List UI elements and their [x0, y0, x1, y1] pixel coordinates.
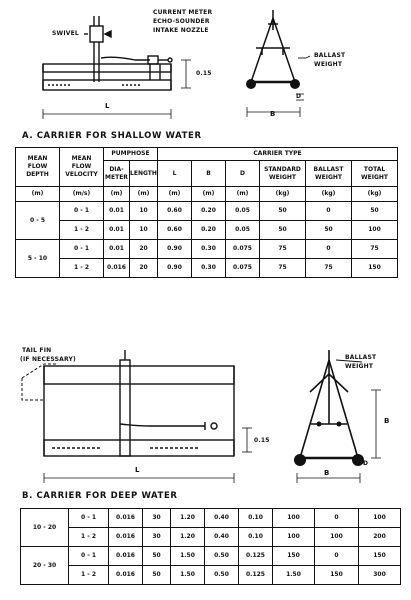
unit-cell: (kg) [306, 187, 352, 202]
depth-cell: 0 - 5 [16, 202, 60, 240]
header-carrier-type: CARRIER TYPE [158, 148, 398, 161]
unit-cell: (m/s) [60, 187, 104, 202]
header-pumphose: PUMPHOSE [104, 148, 158, 161]
label-length: L [135, 466, 140, 474]
unit-cell: (m) [158, 187, 192, 202]
table-cell: 50 [143, 566, 171, 585]
unit-cell: (m) [226, 187, 260, 202]
table-cell: 0.40 [205, 528, 239, 547]
table-row [21, 528, 401, 547]
header-mean-flow-velocity: MEAN FLOW VELOCITY [60, 148, 104, 187]
table-cell: 0.90 [158, 240, 192, 259]
depth-cell: 5 - 10 [16, 240, 60, 278]
table-cell: 150 [315, 566, 359, 585]
table-cell: 100 [352, 221, 398, 240]
header-diameter: DIA- METER [104, 161, 130, 187]
depth-cell: 20 - 30 [21, 547, 69, 585]
table-cell: 0.075 [226, 240, 260, 259]
table-cell: 75 [260, 259, 306, 278]
header-B: B [192, 161, 226, 187]
unit-cell: (m) [192, 187, 226, 202]
shallow-water-table [15, 147, 398, 278]
table-cell: 50 [260, 202, 306, 221]
label-echo-sounder: ECHO-SOUNDER [153, 18, 210, 25]
table-cell: 0.30 [192, 240, 226, 259]
label-weight: WEIGHT [314, 61, 343, 68]
label-depth: D [363, 460, 369, 467]
table-row [16, 202, 398, 221]
label-swivel: SWIVEL [52, 30, 79, 37]
table-cell: 150 [352, 259, 398, 278]
table-row [21, 547, 401, 566]
depth-cell: 10 - 20 [21, 509, 69, 547]
label-ballast: BALLAST [345, 354, 377, 361]
table-cell: 0.01 [104, 240, 130, 259]
table-cell: 0.016 [109, 547, 143, 566]
table-cell: 150 [273, 547, 315, 566]
table-cell: 1.50 [273, 566, 315, 585]
table-cell: 0.01 [104, 202, 130, 221]
table-cell: 10 [130, 221, 158, 240]
unit-cell: (kg) [352, 187, 398, 202]
table-cell: 0.05 [226, 202, 260, 221]
table-cell: 0 - 1 [69, 509, 109, 528]
label-ballast: BALLAST [314, 52, 346, 59]
label-width: B [270, 110, 276, 118]
table-cell: 1.20 [171, 528, 205, 547]
table-cell: 300 [359, 566, 401, 585]
table-cell: 0.10 [239, 509, 273, 528]
table-cell: 150 [359, 547, 401, 566]
table-cell: 0.10 [239, 528, 273, 547]
header-standard-weight: STANDARD WEIGHT [260, 161, 306, 187]
unit-cell: (m) [104, 187, 130, 202]
header-L: L [158, 161, 192, 187]
table-row [16, 240, 398, 259]
deep-water-table [20, 508, 401, 585]
table-cell: 0 [315, 547, 359, 566]
table-cell: 0.016 [104, 259, 130, 278]
table-cell: 0.30 [192, 259, 226, 278]
table-cell: 30 [143, 528, 171, 547]
table-cell: 1 - 2 [60, 221, 104, 240]
table-cell: 20 [130, 240, 158, 259]
table-cell: 1 - 2 [60, 259, 104, 278]
table-row [16, 221, 398, 240]
table-cell: 1 - 2 [69, 566, 109, 585]
table-cell: 0.90 [158, 259, 192, 278]
table-cell: 0.60 [158, 221, 192, 240]
label-width: B [324, 469, 330, 477]
label-intake-nozzle: INTAKE NOZZLE [153, 27, 209, 34]
table-cell: 1.50 [171, 547, 205, 566]
table-cell: 50 [143, 547, 171, 566]
table-cell: 0.50 [205, 566, 239, 585]
table-cell: 0.20 [192, 202, 226, 221]
label-tail-fin: TAIL FIN [22, 347, 52, 354]
table-cell: 30 [143, 509, 171, 528]
table-cell: 1.50 [171, 566, 205, 585]
table-cell: 0.016 [109, 528, 143, 547]
label-height: 0.15 [196, 70, 212, 77]
table-cell: 50 [352, 202, 398, 221]
table-cell: 75 [352, 240, 398, 259]
table-cell: 0.60 [158, 202, 192, 221]
section-title-deep: B. CARRIER FOR DEEP WATER [22, 491, 178, 501]
label-current-meter: CURRENT METER [153, 9, 213, 16]
table-cell: 0.125 [239, 547, 273, 566]
table-cell: 0 - 1 [69, 547, 109, 566]
table-cell: 0 - 1 [60, 240, 104, 259]
table-cell: 100 [273, 509, 315, 528]
table-cell: 0.05 [226, 221, 260, 240]
label-if-necessary: (IF NECESSARY) [20, 356, 76, 363]
table-cell: 50 [306, 221, 352, 240]
table-cell: 100 [273, 528, 315, 547]
table-cell: 0.50 [205, 547, 239, 566]
table-cell: 0 [315, 509, 359, 528]
table-cell: 0.016 [109, 509, 143, 528]
table-cell: 0 - 1 [60, 202, 104, 221]
table-cell: 0.016 [109, 566, 143, 585]
table-cell: 0 [306, 202, 352, 221]
table-cell: 20 [130, 259, 158, 278]
table-cell: 200 [359, 528, 401, 547]
units-row [16, 187, 398, 202]
label-height: 0.15 [254, 437, 270, 444]
shallow-table-body [16, 202, 398, 278]
table-row [21, 509, 401, 528]
label-depth: D [296, 93, 302, 100]
unit-cell: (m) [130, 187, 158, 202]
table-cell: 0.40 [205, 509, 239, 528]
label-height-b: B [384, 417, 390, 425]
table-cell: 75 [306, 259, 352, 278]
header-mean-flow-depth: MEAN FLOW DEPTH [16, 148, 60, 187]
table-cell: 75 [260, 240, 306, 259]
header-length: LENGTH [130, 161, 158, 187]
table-cell: 0.20 [192, 221, 226, 240]
header-total-weight: TOTAL WEIGHT [352, 161, 398, 187]
table-cell: 1.20 [171, 509, 205, 528]
header-D: D [226, 161, 260, 187]
label-length: L [105, 102, 110, 110]
table-cell: 10 [130, 202, 158, 221]
table-cell: 50 [260, 221, 306, 240]
table-row [16, 259, 398, 278]
table-cell: 0.01 [104, 221, 130, 240]
table-cell: 0.125 [239, 566, 273, 585]
table-cell: 0 [306, 240, 352, 259]
label-weight: WEIGHT [345, 363, 374, 370]
table-cell: 0.075 [226, 259, 260, 278]
header-ballast-weight: BALLAST WEIGHT [306, 161, 352, 187]
table-cell: 1 - 2 [69, 528, 109, 547]
table-row [21, 566, 401, 585]
section-title-shallow: A. CARRIER FOR SHALLOW WATER [22, 131, 202, 141]
table-cell: 100 [315, 528, 359, 547]
deep-table-body [21, 509, 401, 585]
unit-cell: (m) [16, 187, 60, 202]
unit-cell: (kg) [260, 187, 306, 202]
table-cell: 100 [359, 509, 401, 528]
